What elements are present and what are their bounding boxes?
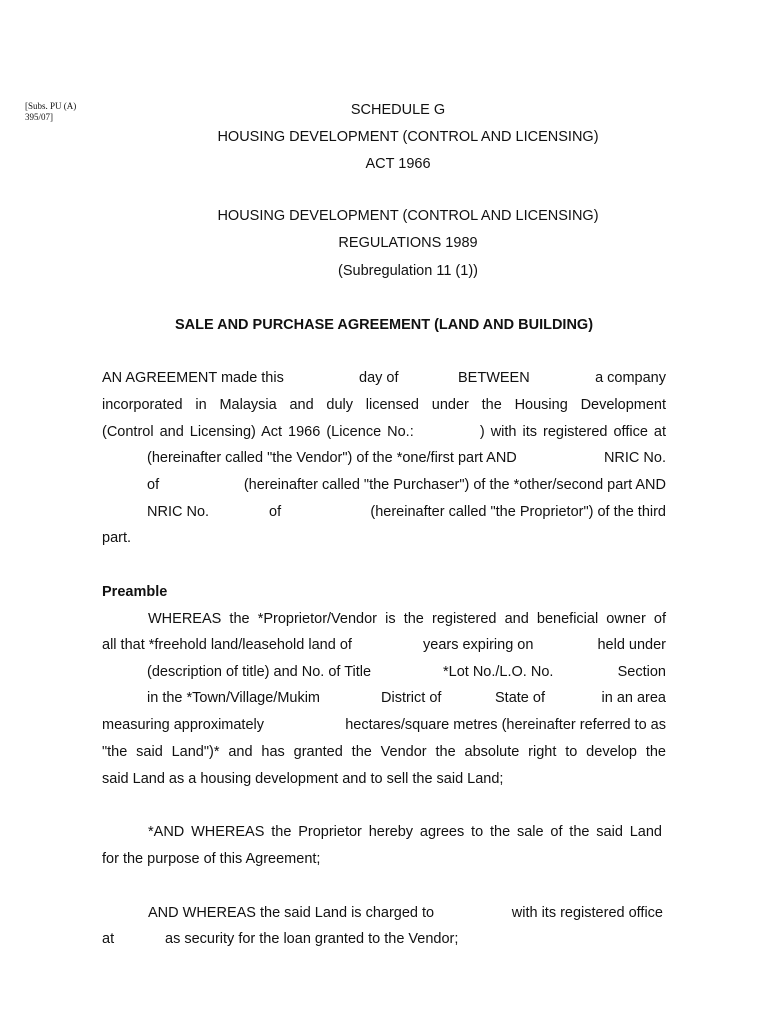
regulations-year-line: REGULATIONS 1989 — [338, 235, 478, 251]
regulations-title-line: HOUSING DEVELOPMENT (CONTROL AND LICENSING) — [217, 208, 599, 224]
clause-3-line-1: AND WHEREAS the said Land is charged to with its registered office — [148, 905, 663, 921]
agreement-line-2: incorporated in Malaysia and duly licensed under the Housing Development — [102, 397, 666, 413]
agreement-line-7: part. — [102, 530, 132, 546]
preamble-line-3: (description of title) and No. of Title *Lot No./L.O. No. Section — [147, 664, 666, 680]
agreement-line-6: NRIC No. of (hereinafter called "the Proprietor") of the third — [147, 504, 666, 520]
agreement-title: SALE AND PURCHASE AGREEMENT (LAND AND BUILDING) — [174, 317, 594, 333]
annotation-line: [Subs. PU (A) — [25, 101, 77, 111]
clause-2-line-2: for the purpose of this Agreement; — [102, 851, 321, 867]
preamble-line-6: "the said Land")* and has granted the Vendor the absolute right to develop the — [102, 744, 666, 760]
preamble-line-1: WHEREAS the *Proprietor/Vendor is the registered and beneficial owner of — [148, 611, 666, 627]
annotation-line: 395/07] — [25, 112, 53, 122]
preamble-line-2: all that *freehold land/leasehold land of years expiring on held under — [102, 637, 666, 653]
agreement-line-5: of (hereinafter called "the Purchaser") of the *other/second part AND — [147, 477, 666, 493]
preamble-line-7: said Land as a housing development and to sell the said Land; — [102, 771, 504, 787]
agreement-line-3: (Control and Licensing) Act 1966 (Licence No.: ) with its registered office at — [102, 424, 666, 440]
preamble-line-4: in the *Town/Village/Mukim District of State of in an area — [147, 690, 666, 706]
schedule-heading: SCHEDULE G — [350, 102, 446, 118]
agreement-line-1: AN AGREEMENT made this day of BETWEEN a company — [102, 370, 666, 386]
clause-3-line-2: at as security for the loan granted to the Vendor; — [102, 931, 459, 947]
preamble-line-5: measuring approximately hectares/square metres (hereinafter referred to as — [102, 717, 666, 733]
subregulation-line: (Subregulation 11 (1)) — [338, 263, 478, 279]
clause-2-line-1: *AND WHEREAS the Proprietor hereby agrees to the sale of the said Land — [148, 824, 662, 840]
preamble-heading: Preamble — [102, 584, 168, 600]
act-year-line: ACT 1966 — [365, 156, 431, 172]
agreement-line-4: (hereinafter called "the Vendor") of the *one/first part AND NRIC No. — [147, 450, 666, 466]
act-title-line: HOUSING DEVELOPMENT (CONTROL AND LICENSING) — [217, 129, 599, 145]
